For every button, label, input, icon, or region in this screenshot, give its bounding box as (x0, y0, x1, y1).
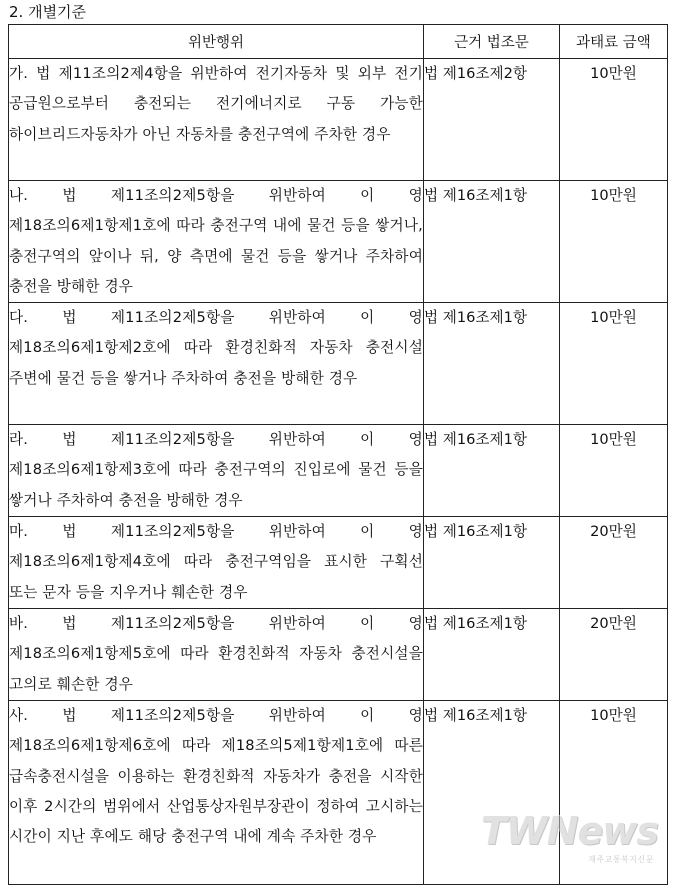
legal-basis-cell: 법 제16조제1항 (424, 303, 560, 425)
legal-basis-cell: 법 제16조제1항 (424, 517, 560, 609)
fine-amount-cell: 10만원 (560, 425, 668, 517)
header-legal-basis: 근거 법조문 (424, 25, 560, 59)
fine-amount-cell: 10만원 (560, 181, 668, 303)
violation-cell: 바. 법 제11조의2제5항을 위반하여 이 영 제18조의6제1항제5호에 따라 환경친화적 자동차 충전시설을 고의로 훼손한 경우 (9, 609, 424, 701)
fine-table (8, 24, 668, 885)
watermark-logo-text: TWNews (480, 809, 658, 853)
fine-amount-cell: 10만원 (560, 59, 668, 181)
fine-amount-cell: 10만원 (560, 701, 668, 885)
fine-amount-cell: 10만원 (560, 303, 668, 425)
legal-basis-cell: 법 제16조제1항 (424, 425, 560, 517)
table-row (9, 181, 668, 303)
table-header-row (9, 25, 668, 59)
table-row (9, 425, 668, 517)
violation-cell: 다. 법 제11조의2제5항을 위반하여 이 영 제18조의6제1항제2호에 따라 환경친화적 자동차 충전시설 주변에 물건 등을 쌓거나 주차하여 충전을 방해한 경우 (9, 303, 424, 425)
watermark-logo (480, 809, 658, 865)
legal-basis-cell: 법 제16조제1항 (424, 701, 560, 885)
table-row (9, 517, 668, 609)
violation-cell: 가. 법 제11조의2제4항을 위반하여 전기자동차 및 외부 전기 공급원으로부터 충전되는 전기에너지로 구동 가능한 하이브리드자동차가 아닌 자동차를 충전구역에 주차한 경우 (9, 59, 424, 181)
violation-cell: 마. 법 제11조의2제5항을 위반하여 이 영 제18조의6제1항제4호에 따라 충전구역임을 표시한 구획선 또는 문자 등을 지우거나 훼손한 경우 (9, 517, 424, 609)
table-row (9, 59, 668, 181)
fine-amount-cell: 20만원 (560, 517, 668, 609)
header-violation: 위반행위 (9, 25, 424, 59)
table-row (9, 303, 668, 425)
fine-amount-cell: 20만원 (560, 609, 668, 701)
watermark-tagline: 재주교통복지신문 (588, 855, 654, 864)
legal-basis-cell: 법 제16조제1항 (424, 609, 560, 701)
table-row (9, 609, 668, 701)
violation-cell: 나. 법 제11조의2제5항을 위반하여 이 영 제18조의6제1항제1호에 따라 충전구역 내에 물건 등을 쌓거나, 충전구역의 앞이나 뒤, 양 측면에 물건 등을 쌓거나 주차하여 충전을 방해한 경우 (9, 181, 424, 303)
legal-basis-cell: 법 제16조제2항 (424, 59, 560, 181)
header-fine-amount: 과태료 금액 (560, 25, 668, 59)
section-title: 2. 개별기준 (9, 3, 87, 21)
violation-cell: 라. 법 제11조의2제5항을 위반하여 이 영 제18조의6제1항제3호에 따라 충전구역의 진입로에 물건 등을 쌓거나 주차하여 충전을 방해한 경우 (9, 425, 424, 517)
violation-cell: 사. 법 제11조의2제5항을 위반하여 이 영 제18조의6제1항제6호에 따라 제18조의5제1항제1호에 따른 급속충전시설을 이용하는 환경친화적 자동차가 충전을 시작한 이후 2시간의 범위에서 산업통상자원부장관이 정하여 고시하는 시간이 지난 후에도 해당 충전구역 내에 계속 주차한 경우 (9, 701, 424, 885)
legal-basis-cell: 법 제16조제1항 (424, 181, 560, 303)
